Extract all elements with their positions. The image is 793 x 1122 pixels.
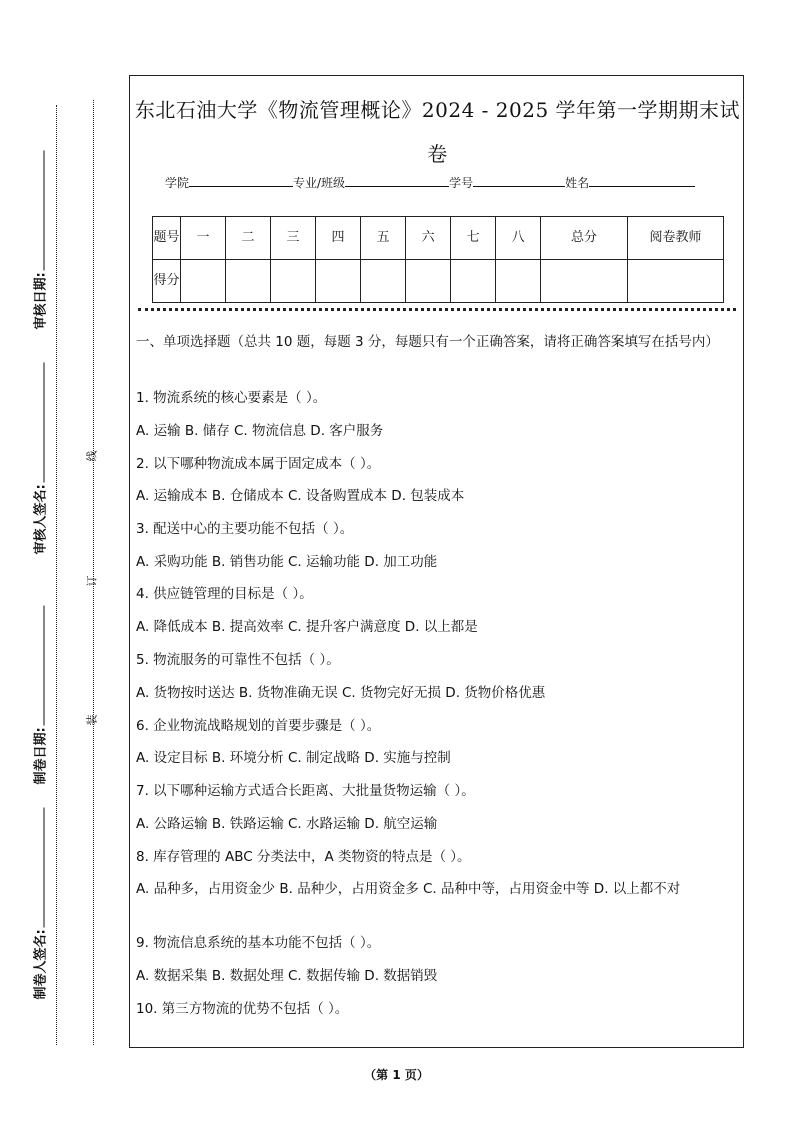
exam-title: 东北石油大学《物流管理概论》2024 - 2025 学年第一学期期末试卷 [134,98,741,166]
question-8-options: A. 品种多，占用资金少 B. 品种少，占用资金多 C. 品种中等，占用资金中等 D. 以上都不对 [136,881,681,897]
score-cell[interactable] [226,260,271,303]
question-3: 3. 配送中心的主要功能不包括（ ）。 [136,521,354,537]
score-cell[interactable] [451,260,496,303]
question-2: 2. 以下哪种物流成本属于固定成本（ ）。 [136,456,381,472]
col-7: 七 [451,217,496,260]
question-7-options: A. 公路运输 B. 铁路运输 C. 水路运输 D. 航空运输 [136,816,438,832]
cut-ding-mark: 订 [85,575,99,587]
question-4: 4. 供应链管理的目标是（ ）。 [136,586,313,602]
question-3-options: A. 采购功能 B. 销售功能 C. 运输功能 D. 加工功能 [136,554,438,570]
col-5: 五 [361,217,406,260]
question-6-options: A. 设定目标 B. 环境分析 C. 制定战略 D. 实施与控制 [136,750,451,766]
score-cell[interactable] [361,260,406,303]
col-6: 六 [406,217,451,260]
score-cell[interactable] [316,260,361,303]
question-1-options: A. 运输 B. 储存 C. 物流信息 D. 客户服务 [136,423,384,439]
col-2: 二 [226,217,271,260]
question-8: 8. 库存管理的 ABC 分类法中，A 类物资的特点是（ ）。 [136,849,471,865]
cut-line-mark: 线 [85,450,99,462]
score-cell[interactable] [406,260,451,303]
reviewer-sign-field[interactable]: 审核人签名: [30,405,49,555]
score-cell-grader[interactable] [628,260,724,303]
dotted-separator [138,308,736,311]
margin-dotted-line-outer [56,105,57,1045]
score-cell-total[interactable] [541,260,628,303]
col-1: 一 [181,217,226,260]
question-5: 5. 物流服务的可靠性不包括（ ）。 [136,652,340,668]
college-input[interactable] [189,174,293,187]
maker-sign-field[interactable]: 制卷人签名: [30,850,49,1000]
exam-frame [129,75,744,1048]
score-table-score-row [153,260,724,303]
score-cell[interactable] [496,260,541,303]
question-6: 6. 企业物流战略规划的首要步骤是（ ）。 [136,718,381,734]
page-number: （第 1 页） [364,1068,429,1082]
question-7: 7. 以下哪种运输方式适合长距离、大批量货物运输（ ）。 [136,783,475,799]
col-4: 四 [316,217,361,260]
score-cell[interactable] [271,260,316,303]
question-2-options: A. 运输成本 B. 仓储成本 C. 设备购置成本 D. 包装成本 [136,488,465,504]
name-input[interactable] [589,174,695,187]
score-label: 得分 [153,260,181,303]
col-3: 三 [271,217,316,260]
col-total: 总分 [541,217,628,260]
question-10: 10. 第三方物流的优势不包括（ ）。 [136,1001,349,1017]
question-9: 9. 物流信息系统的基本功能不包括（ ）。 [136,935,381,951]
review-date-field[interactable]: 审核日期: [30,180,49,330]
student-info-row: 学院 专业/班级 学号 姓名 [165,174,725,191]
score-table [152,216,724,303]
make-date-field[interactable]: 制卷日期: [30,635,49,785]
margin-dotted-line-inner [93,100,94,1045]
question-4-options: A. 降低成本 B. 提高效率 C. 提升客户满意度 D. 以上都是 [136,619,478,635]
student-no-input[interactable] [473,174,565,187]
score-cell[interactable] [181,260,226,303]
question-9-options: A. 数据采集 B. 数据处理 C. 数据传输 D. 数据销毁 [136,968,438,984]
question-1: 1. 物流系统的核心要素是（ ）。 [136,390,327,406]
col-8: 八 [496,217,541,260]
cut-zhuang-mark: 装 [85,714,99,726]
question-5-options: A. 货物按时送达 B. 货物准确无误 C. 货物完好无损 D. 货物价格优惠 [136,685,546,701]
score-table-header-row [153,217,724,260]
section-1-heading: 一、单项选择题（总共 10 题，每题 3 分，每题只有一个正确答案，请将正确答案填写在括号内） [136,334,719,350]
col-grader: 阅卷教师 [628,217,724,260]
question-no-label: 题号 [153,217,181,260]
major-class-input[interactable] [345,174,449,187]
